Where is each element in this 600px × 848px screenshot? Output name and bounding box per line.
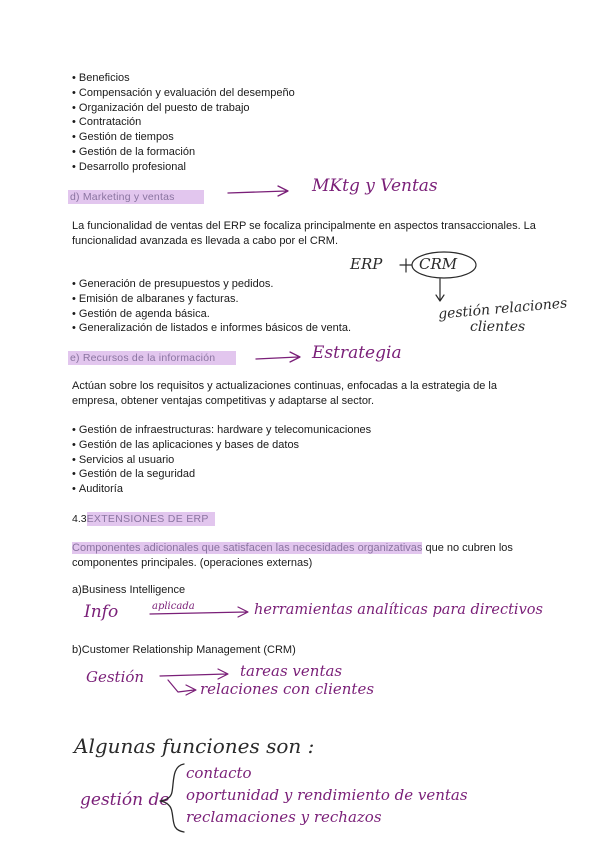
section-title: EXTENSIONES DE ERP xyxy=(87,512,215,526)
bi-title: a)Business Intelligence xyxy=(72,584,186,596)
handwritten-item-contacto: contacto xyxy=(186,764,252,782)
arrow-icon xyxy=(228,186,288,196)
list-item: • Emisión de albaranes y facturas. xyxy=(72,292,351,307)
handwritten-note-crm: CRM xyxy=(419,255,458,273)
handwritten-item-oportunidad: oportunidad y rendimiento de ventas xyxy=(186,786,468,804)
para-rest: que no cubren los componentes principales. (operaciones externas) xyxy=(72,542,513,569)
handwritten-note-relaciones: relaciones con clientes xyxy=(200,680,375,698)
handwritten-item-reclamaciones: reclamaciones y rechazos xyxy=(186,808,382,826)
handwritten-note-erp: ERP xyxy=(350,255,383,273)
section-e-paragraph: Actúan sobre los requisitos y actualizaciones continuas, enfocadas a la estrategia de la empresa, obtener ventajas competitivas y adaptarse al sector. xyxy=(72,380,497,407)
list-item: • Contratación xyxy=(72,115,295,130)
handwritten-note-aplicada: aplicada xyxy=(152,601,195,612)
arrow-icon xyxy=(150,607,248,617)
crm-title: b)Customer Relationship Management (CRM) xyxy=(72,644,296,656)
list-item: • Beneficios xyxy=(72,71,295,86)
list-item: • Gestión de agenda básica. xyxy=(72,307,351,322)
brace-icon xyxy=(160,764,184,832)
list-item: • Servicios al usuario xyxy=(72,453,371,468)
arrow-down-icon xyxy=(436,279,444,301)
section-number: 4.3 xyxy=(72,513,87,525)
list-item: • Gestión de las aplicaciones y bases de datos xyxy=(72,438,371,453)
list-item: • Gestión de la formación xyxy=(72,145,295,160)
section-d-paragraph: La funcionalidad de ventas del ERP se focaliza principalmente en aspectos transaccionales. La funcionalidad avanzada es llevada a cabo por el CRM. xyxy=(72,220,536,247)
arrow-icon xyxy=(160,669,228,679)
list-item: • Gestión de tiempos xyxy=(72,130,295,145)
section-d-heading: d) Marketing y ventas xyxy=(68,190,204,204)
circle-icon xyxy=(412,252,476,278)
list-item: • Organización del puesto de trabajo xyxy=(72,101,295,116)
list-item: • Gestión de la seguridad xyxy=(72,467,371,482)
arrow-icon xyxy=(168,680,196,695)
para-first-letter: C xyxy=(72,542,80,554)
handwritten-note-mktg: MKtg y Ventas xyxy=(312,176,438,196)
list-item: • Compensación y evaluación del desempeño xyxy=(72,86,295,101)
list-item: • Gestión de infraestructuras: hardware y telecomunicaciones xyxy=(72,423,371,438)
handwritten-note-gestion: gestión relaciones xyxy=(437,295,568,323)
handwritten-note-tools: herramientas analíticas para directivos xyxy=(254,602,543,618)
list-item: • Auditoría xyxy=(72,482,371,497)
handwritten-gestion-de: gestión de xyxy=(80,790,170,810)
arrow-icon xyxy=(256,352,300,362)
plus-icon xyxy=(400,259,412,272)
handwritten-note-info: Info xyxy=(84,602,119,622)
handwritten-note-gestion-crm: Gestión xyxy=(86,668,145,686)
list-item: • Desarrollo profesional xyxy=(72,160,295,175)
list-item: • Generalización de listados e informes básicos de venta. xyxy=(72,321,351,336)
handwritten-note-tareas: tareas ventas xyxy=(240,662,343,680)
para-highlight: omponentes adicionales que satisfacen las necesidades organizativas xyxy=(79,542,423,554)
section-e-heading: e) Recursos de la información xyxy=(68,351,236,365)
handwritten-title-funciones: Algunas funciones son : xyxy=(74,734,315,758)
handwritten-note-clientes: clientes xyxy=(470,319,526,335)
list-item: • Generación de presupuestos y pedidos. xyxy=(72,277,351,292)
handwritten-note-estrategia: Estrategia xyxy=(312,343,402,363)
